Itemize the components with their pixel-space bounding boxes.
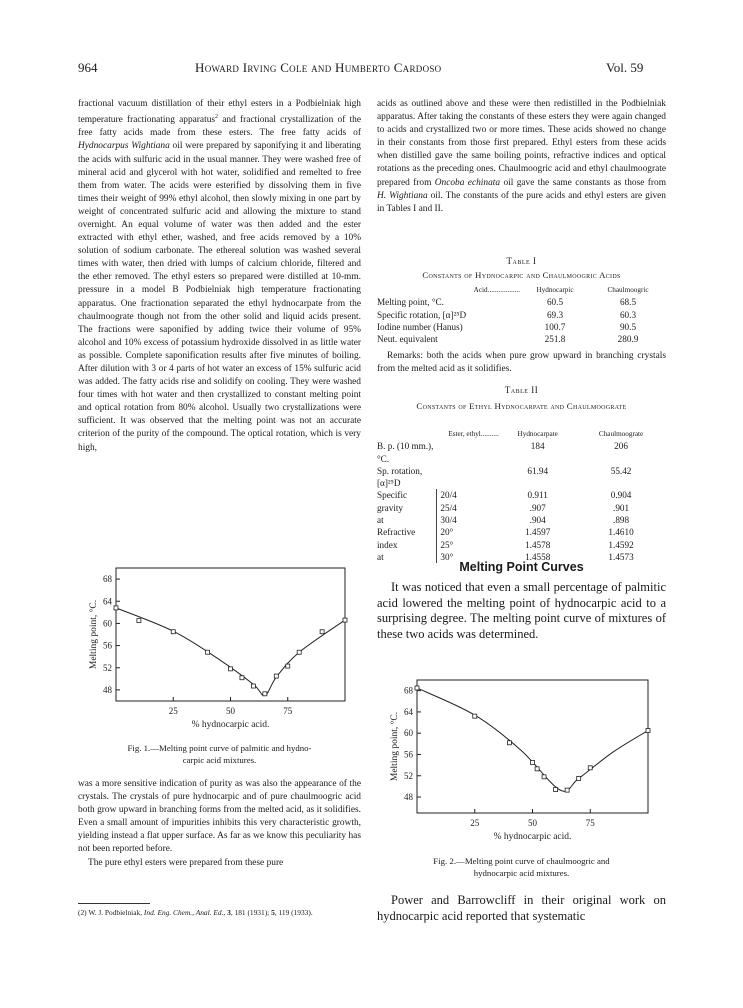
table-2-cell: 1.4610 bbox=[608, 527, 634, 538]
table-1-cell: 60.3 bbox=[619, 309, 637, 320]
table-1-cell: 60.5 bbox=[546, 297, 564, 308]
data-point bbox=[473, 714, 477, 718]
table-2-cell: 61.94 bbox=[527, 465, 549, 476]
data-point bbox=[263, 692, 267, 696]
table-2 bbox=[377, 428, 666, 563]
table-1-cell: 100.7 bbox=[544, 321, 566, 332]
table-1-row bbox=[377, 296, 666, 308]
table-2-row-label: at bbox=[377, 515, 384, 526]
table-2-cell: 184 bbox=[530, 441, 545, 452]
y-tick-label: 52 bbox=[404, 770, 413, 781]
text-run: oil were prepared by saponifying it and liberating the acids with sulfuric acid in the usual manner. They were washed free of mineral acid and glycerol with hot water, solidified and remelted to free them from water. The acids were esterified by dissolving them in five times their weight of 99% ethyl alcohol, then slowly mixing in one part by weight of concentrated sulfuric acid and allowing the mixture to stand overnight. An equal volume of water was then added and the ester extracted with ethyl ether, washed, and free acids removed by a 10% solution of sodium carbonate. The ethereal solution was washed several times with water, then dried with lumps of calcium chloride, filtered and the ether removed. The ethyl esters so prepared were distilled at 10-mm. pressure in a model B Podbielniak high temperature fractionating apparatus. One fractionation separated the ethyl hydnocarpate from the chaulmoograte though not from the other solid and liquid acids present. The fractions were saponified by adding twice their volume of 95% alcohol and 10% excess of potassium hydroxide dissolved in as little water as possible. Complete saponification results after five minutes of boiling. After dilution with 3 or 4 parts of hot water an excess of 15% sulfuric acid was added. The fatty acids rise and solidify on cooling. They were washed four times with hot water and then crystallized to constant melting point and optical rotation from 80% alcohol. Usually two crystallizations were sufficient. It was observed that the melting point was not an accurate criterion of the purity of the compound. The optical rotation, which is very high, bbox=[78, 141, 361, 453]
table-2-cell: 0.911 bbox=[527, 490, 548, 501]
x-tick-label: 50 bbox=[226, 706, 235, 716]
table-2-header bbox=[377, 428, 666, 440]
data-point bbox=[565, 788, 569, 792]
data-point bbox=[535, 767, 539, 771]
data-point bbox=[171, 630, 175, 634]
table-1-remarks: Remarks: both the acids when pure grow upward in branching crystals from the melted acid as it solidifies. bbox=[377, 351, 666, 375]
data-point bbox=[229, 667, 233, 671]
table-1-head-acid: Acid.................. bbox=[473, 286, 520, 294]
figure-1-chart bbox=[78, 562, 361, 737]
section-text bbox=[377, 580, 666, 642]
y-tick-label: 60 bbox=[103, 618, 112, 629]
bottom-paragraph: Power and Barrowcliff in their original work on hydnocarpic acid reported that systematic bbox=[377, 893, 666, 923]
text-run: 3 bbox=[227, 908, 231, 917]
table-1-cell: 251.8 bbox=[544, 334, 566, 345]
data-point bbox=[297, 650, 301, 654]
y-tick-label: 52 bbox=[103, 662, 112, 673]
table-2-condition: 25/4 bbox=[437, 502, 499, 514]
y-tick-label: 68 bbox=[103, 574, 112, 585]
text-run: and fractional crystallization of the free fatty acids made from these esters. The free fatty acids of bbox=[78, 115, 361, 139]
y-tick-label: 68 bbox=[404, 685, 413, 696]
table-1-row-label: Specific rotation, [α]²⁵D bbox=[377, 309, 467, 320]
data-point bbox=[251, 684, 255, 688]
y-axis-label: Melting point, °C. bbox=[390, 711, 400, 782]
plot-frame bbox=[116, 568, 345, 701]
table-1-cell: 280.9 bbox=[617, 334, 639, 345]
table-1-row bbox=[377, 321, 666, 333]
text-run: 5 bbox=[271, 908, 275, 917]
text-run: , 181 (1931); bbox=[230, 908, 272, 917]
table-2-cell: 55.42 bbox=[610, 465, 632, 476]
section-title: Melting Point Curves bbox=[459, 560, 584, 574]
table-2-cell: .904 bbox=[529, 515, 546, 526]
x-axis-label: % hydnocarpic acid. bbox=[191, 720, 270, 730]
table-1-title: Constants of Hydnocarpic and Chaulmoogric Acids bbox=[422, 270, 621, 280]
bottom-text bbox=[377, 893, 666, 924]
x-axis-label: % hydnocarpic acid. bbox=[493, 832, 572, 842]
figure-1-caption-line1: Fig. 1.—Melting point curve of palmitic and hydno- bbox=[127, 743, 312, 753]
y-tick-label: 48 bbox=[404, 792, 413, 803]
text-run: oil gave the same constants as those from bbox=[500, 177, 666, 188]
y-tick-label: 60 bbox=[404, 728, 413, 739]
y-tick-label: 56 bbox=[404, 749, 413, 760]
table-2-head-ester: Ester, ethyl.......... bbox=[448, 430, 499, 438]
data-point bbox=[206, 650, 210, 654]
text-run: , 119 (1933). bbox=[274, 908, 313, 917]
data-point bbox=[320, 630, 324, 634]
table-2-condition bbox=[437, 440, 499, 465]
left-paragraph-2: was a more sensitive indication of purity as was also the appearance of the crystals. The crystals of pure hydnocarpic and of pure chaulmoogric acid both grow upward in branching forms from the melted acid, as it solidifies. Even a small amount of impurities inhibits this very characteristic growth, yielding instead a flat upper surface. As far as we know this peculiarity has not been reported before. bbox=[78, 779, 361, 855]
data-point bbox=[531, 760, 535, 764]
table-1-body bbox=[377, 296, 666, 345]
table-2-row-label: Specific bbox=[377, 490, 408, 501]
data-point bbox=[646, 729, 650, 733]
series-curve bbox=[417, 688, 648, 791]
data-point bbox=[114, 606, 118, 610]
data-point bbox=[554, 788, 558, 792]
page-number: 964 bbox=[78, 60, 98, 75]
table-1-cell: 90.5 bbox=[619, 321, 637, 332]
data-point bbox=[274, 674, 278, 678]
table-2-cell: 1.4558 bbox=[525, 551, 551, 562]
table-2-row-label: Refractive bbox=[377, 527, 416, 538]
table-1-row-label: Iodine number (Hanus) bbox=[377, 321, 463, 332]
figure-2-caption-line2: hydnocarpic acid mixtures. bbox=[473, 868, 570, 878]
text-run: Oncoba echinata bbox=[434, 177, 501, 188]
footnote bbox=[78, 908, 361, 918]
table-2-condition: 25° bbox=[437, 539, 499, 551]
data-point bbox=[415, 686, 419, 690]
table-2-body bbox=[377, 440, 666, 563]
left-column-text-2 bbox=[78, 778, 361, 870]
y-tick-label: 64 bbox=[103, 596, 112, 607]
volume-label: Vol. 59 bbox=[606, 60, 644, 75]
table-2-cell: 206 bbox=[614, 441, 628, 452]
left-paragraph-1 bbox=[78, 98, 361, 455]
table-2-title: Constants of Ethyl Hydnocarpate and Chaulmoograte bbox=[416, 401, 627, 411]
x-tick-label: 75 bbox=[283, 706, 293, 716]
left-column-text bbox=[78, 98, 361, 455]
table-2-row bbox=[377, 489, 666, 501]
table-1-row-label: Neut. equivalent bbox=[377, 334, 438, 345]
table-2-row bbox=[377, 440, 666, 465]
y-tick-label: 56 bbox=[103, 640, 112, 651]
table-2-condition: 20/4 bbox=[437, 489, 499, 501]
table-2-row-label: gravity bbox=[377, 502, 404, 513]
table-1-row bbox=[377, 309, 666, 321]
text-run: Hydnocarpus Wightiana bbox=[78, 141, 170, 152]
series-curve bbox=[116, 608, 345, 696]
table-2-row bbox=[377, 526, 666, 538]
text-run: , bbox=[223, 908, 228, 917]
table-2-condition: 30° bbox=[437, 551, 499, 563]
table-2-row bbox=[377, 539, 666, 551]
figure-1 bbox=[78, 562, 361, 778]
right-column-text bbox=[377, 98, 666, 216]
y-tick-label: 64 bbox=[404, 706, 413, 717]
data-point bbox=[137, 619, 141, 623]
table-2-cell: 1.4597 bbox=[525, 527, 551, 538]
table-2-cell: 1.4592 bbox=[608, 539, 634, 550]
table-1-head-chaulmoogric: Chaulmoogric bbox=[607, 286, 649, 294]
figure-2 bbox=[377, 672, 666, 882]
table-2-row bbox=[377, 465, 666, 490]
table-2-row-label: index bbox=[377, 539, 398, 550]
text-run: H. Wightiana bbox=[377, 190, 428, 201]
figure-1-caption-line2: carpic acid mixtures. bbox=[182, 755, 257, 765]
table-1-cell: 69.3 bbox=[546, 309, 564, 320]
text-run: oil. The constants of the pure acids and ethyl esters are given in Tables I and II. bbox=[377, 190, 666, 214]
text-run: (2) W. J. Podbielniak, bbox=[78, 908, 144, 917]
table-1-head-hydnocarpic: Hydnocarpic bbox=[536, 286, 574, 294]
running-title: Howard Irving Cole and Humberto Cardoso bbox=[195, 60, 442, 75]
footnote-rule bbox=[78, 903, 150, 904]
right-paragraph-1 bbox=[377, 98, 666, 216]
text-run: Ind. Eng. Chem., Anal. Ed. bbox=[143, 908, 224, 917]
text-run: 2 bbox=[215, 114, 219, 121]
table-2-condition bbox=[437, 465, 499, 490]
figure-2-caption-line1: Fig. 2.—Melting point curve of chaulmoogric and bbox=[433, 856, 610, 866]
text-run: fractional vacuum distillation of their ethyl esters in a Podbielniak high temperature fractionating apparatus bbox=[78, 99, 361, 126]
table-2-cell: 1.4573 bbox=[608, 551, 634, 562]
data-point bbox=[542, 775, 546, 779]
table-1-label: Table I bbox=[506, 256, 537, 266]
x-tick-label: 25 bbox=[168, 706, 178, 716]
table-2-row-label: Sp. rotation, [α]²⁵D bbox=[377, 465, 423, 489]
y-axis-label: Melting point, °C. bbox=[89, 599, 99, 670]
table-2-head-hydnocarpate: Hydnocarpate bbox=[517, 430, 558, 438]
data-point bbox=[588, 766, 592, 770]
x-tick-label: 75 bbox=[585, 818, 595, 828]
x-tick-label: 50 bbox=[528, 818, 537, 828]
plot-frame bbox=[417, 680, 648, 813]
table-2-condition: 20° bbox=[437, 526, 499, 538]
table-2-cell: 1.4578 bbox=[525, 539, 551, 550]
section-paragraph: It was noticed that even a small percentage of palmitic acid lowered the melting point of hydnocarpic acid to a surprising degree. The melting point curve of mixtures of these two acids was determined. bbox=[377, 580, 666, 641]
data-point bbox=[343, 618, 347, 622]
left-paragraph-3: The pure ethyl esters were prepared from these pure bbox=[88, 857, 284, 868]
table-1-cell: 68.5 bbox=[619, 297, 637, 308]
table-2-cell: 0.904 bbox=[610, 490, 632, 501]
data-point bbox=[507, 741, 511, 745]
table-1-row-label: Melting point, °C. bbox=[377, 297, 444, 308]
table-2-row-label: at bbox=[377, 551, 384, 562]
table-2-label: Table II bbox=[504, 385, 539, 395]
table-2-row bbox=[377, 502, 666, 514]
table-2-row bbox=[377, 514, 666, 526]
table-1 bbox=[377, 284, 666, 345]
data-point bbox=[286, 664, 290, 668]
table-2-condition: 30/4 bbox=[437, 514, 499, 526]
data-point bbox=[240, 676, 244, 680]
table-2-cell: .907 bbox=[529, 502, 546, 513]
table-1-row bbox=[377, 333, 666, 345]
x-tick-label: 25 bbox=[470, 818, 480, 828]
y-tick-label: 48 bbox=[103, 684, 112, 695]
table-2-head-chaulmoograte: Chaulmoograte bbox=[598, 430, 644, 438]
table-1-header bbox=[377, 284, 666, 296]
table-2-row-label: B. p. (10 mm.), °C. bbox=[377, 441, 434, 464]
table-2-cell: .901 bbox=[613, 502, 630, 513]
figure-2-chart bbox=[377, 672, 666, 857]
table-2-cell: .898 bbox=[613, 515, 630, 526]
text-run: acids as outlined above and these were then redistilled in the Podbielniak apparatus. After taking the constants of these esters they were again changed to acids and crystallized two or more times. These acids showed no change in their constants from those first prepared. Ethyl esters from these acids when distilled gave the same boiling points, refractive indices and optical rotations as the preceding ones. Chaulmoogric acid and ethyl chaulmoograte prepared from bbox=[377, 99, 666, 188]
data-point bbox=[577, 776, 581, 780]
